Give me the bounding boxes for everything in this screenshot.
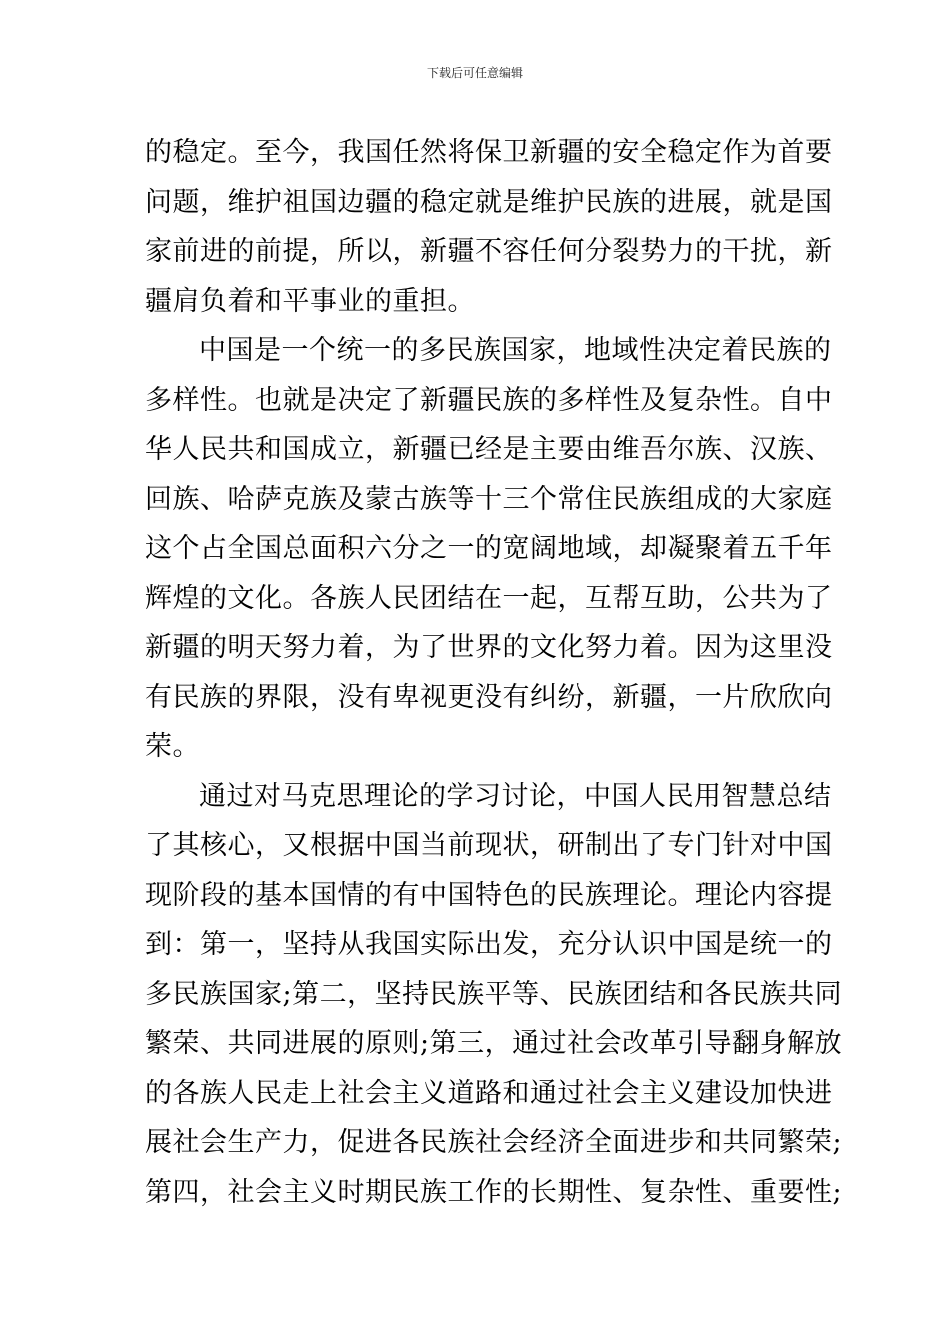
paragraph-2 xyxy=(145,326,833,772)
text-line: 了其核心，又根据中国当前现状，研制出了专门针对中国 xyxy=(145,830,833,861)
paragraph-3 xyxy=(145,772,843,1218)
text-line: 这个占全国总面积六分之一的宽阔地域，却凝聚着五千年 xyxy=(145,533,833,564)
text-line: 展社会生产力，促进各民族社会经济全面进步和共同繁荣; xyxy=(145,1127,843,1158)
text-line: 华人民共和国成立，新疆已经是主要由维吾尔族、汉族、 xyxy=(145,434,833,465)
text-line: 新疆的明天努力着，为了世界的文化努力着。因为这里没 xyxy=(145,632,833,663)
text-line: 中国是一个统一的多民族国家，地域性决定着民族的 xyxy=(199,335,832,366)
text-line: 荣。 xyxy=(145,731,200,762)
text-line: 家前进的前提，所以，新疆不容任何分裂势力的干扰，新 xyxy=(145,236,833,267)
text-line: 疆肩负着和平事业的重担。 xyxy=(145,285,475,317)
document-body xyxy=(145,128,843,1217)
text-line: 第四，社会主义时期民族工作的长期性、复杂性、重要性; xyxy=(145,1176,843,1208)
text-line: 回族、哈萨克族及蒙古族等十三个常住民族组成的大家庭 xyxy=(145,483,833,515)
text-line: 的各族人民走上社会主义道路和通过社会主义建设加快进 xyxy=(145,1077,833,1109)
text-line: 有民族的界限，没有卑视更没有纠纷，新疆，一片欣欣向 xyxy=(145,681,833,713)
text-line: 多民族国家;第二，坚持民族平等、民族团结和各民族共同 xyxy=(145,978,843,1010)
text-line: 现阶段的基本国情的有中国特色的民族理论。理论内容提 xyxy=(145,879,833,911)
text-line: 多样性。也就是决定了新疆民族的多样性及复杂性。自中 xyxy=(145,384,833,416)
text-line: 辉煌的文化。各族人民团结在一起，互帮互助，公共为了 xyxy=(145,582,833,614)
page-header: 下载后可任意编辑 xyxy=(426,66,523,80)
text-line: 通过对马克思理论的学习讨论，中国人民用智慧总结 xyxy=(199,780,832,812)
text-line: 的稳定。至今，我国任然将保卫新疆的安全稳定作为首要 xyxy=(145,137,833,168)
text-line: 繁荣、共同进展的原则;第三，通过社会改革引导翻身解放 xyxy=(145,1028,843,1059)
text-line: 问题，维护祖国边疆的稳定就是维护民族的进展，就是国 xyxy=(145,186,833,218)
text-line: 到：第一，坚持从我国实际出发，充分认识中国是统一的 xyxy=(145,929,833,960)
paragraph-1 xyxy=(145,128,833,326)
